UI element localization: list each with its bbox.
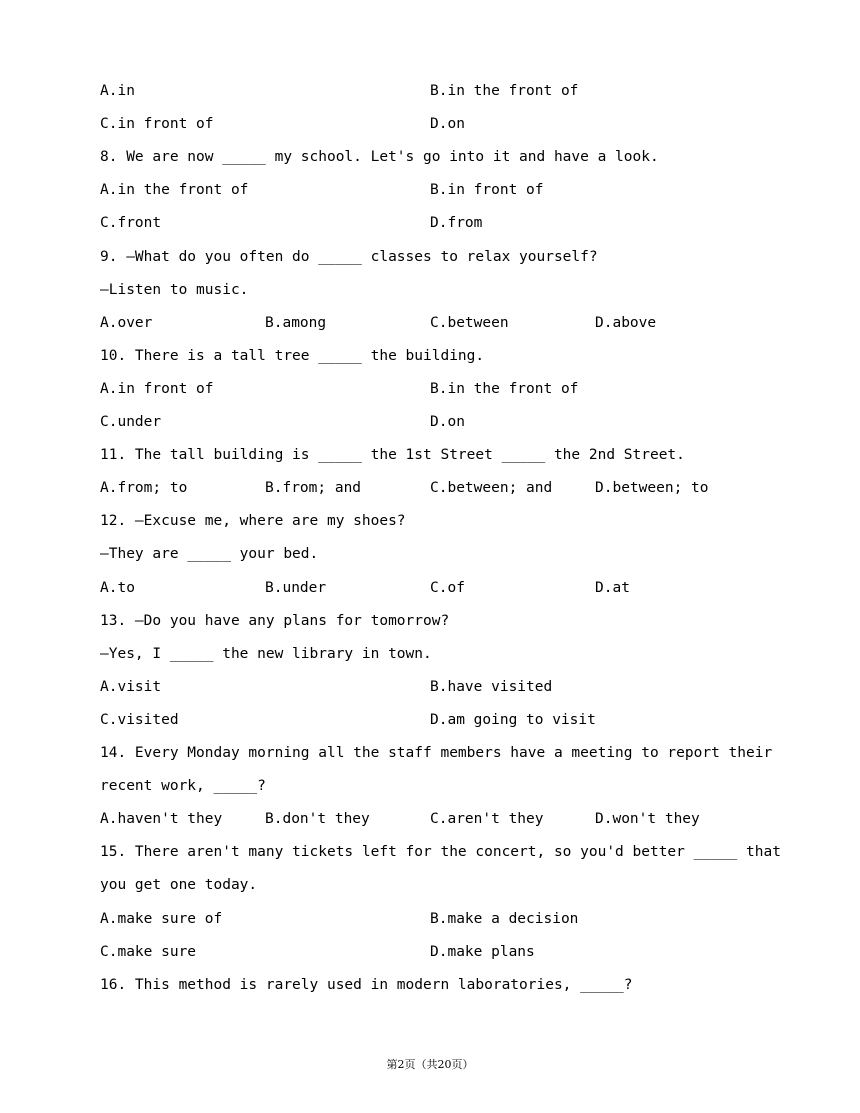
answer-option: A.over	[100, 314, 153, 331]
answer-option: C.make sure	[100, 943, 197, 960]
answer-option: A.haven't they	[100, 811, 223, 828]
page-footer: 第2页（共20页）	[386, 1058, 474, 1071]
question-line: recent work, _____?	[100, 778, 266, 795]
answer-option: D.won't they	[595, 811, 700, 828]
answer-option: B.in the front of	[430, 380, 579, 397]
answer-option: D.am going to visit	[430, 711, 596, 728]
question-line: 16. This method is rarely used in modern laboratories, _____?	[100, 976, 633, 993]
answer-option: B.under	[265, 579, 327, 596]
answer-option: C.of	[430, 579, 465, 596]
answer-option: A.to	[100, 579, 135, 596]
answer-option: D.make plans	[430, 943, 535, 960]
question-line: 8. We are now _____ my school. Let's go into it and have a look.	[100, 149, 659, 166]
answer-option: C.between	[430, 314, 509, 331]
answer-option: C.under	[100, 414, 162, 430]
answer-option: B.in front of	[430, 182, 544, 199]
answer-option: B.make a decision	[430, 910, 579, 927]
answer-option: D.at	[595, 579, 630, 596]
answer-option: A.in	[100, 83, 135, 99]
question-line: —Yes, I _____ the new library in town.	[100, 645, 432, 662]
answer-option: D.from	[430, 215, 483, 232]
answer-option: A.in front of	[100, 380, 214, 397]
answer-option: A.visit	[100, 678, 162, 695]
answer-option: D.above	[595, 314, 657, 331]
answer-option: C.in front of	[100, 116, 214, 133]
question-line: 11. The tall building is _____ the 1st Street _____ the 2nd Street.	[100, 447, 685, 464]
answer-option: D.on	[430, 116, 465, 133]
answer-option: D.on	[430, 414, 465, 430]
question-line: —They are _____ your bed.	[100, 546, 319, 563]
answer-option: B.from; and	[265, 480, 362, 497]
answer-option: B.among	[265, 314, 327, 331]
question-line: you get one today.	[100, 877, 258, 894]
question-line: 13. —Do you have any plans for tomorrow?	[100, 612, 450, 629]
answer-option: B.don't they	[265, 811, 370, 828]
answer-option: A.in the front of	[100, 182, 249, 199]
question-line: 14. Every Monday morning all the staff members have a meeting to report their	[100, 745, 773, 761]
answer-option: C.aren't they	[430, 811, 544, 828]
question-line: 12. —Excuse me, where are my shoes?	[100, 513, 406, 530]
answer-option: D.between; to	[595, 480, 709, 497]
answer-option: B.in the front of	[430, 83, 579, 99]
question-line: 15. There aren't many tickets left for the concert, so you'd better _____ that	[100, 844, 781, 861]
answer-option: C.visited	[100, 711, 179, 728]
question-line: —Listen to music.	[100, 281, 249, 298]
answer-option: A.make sure of	[100, 910, 223, 927]
answer-option: C.front	[100, 215, 162, 232]
question-line: 9. —What do you often do _____ classes to relax yourself?	[100, 248, 598, 265]
answer-option: A.from; to	[100, 480, 188, 497]
answer-option: C.between; and	[430, 480, 553, 497]
question-line: 10. There is a tall tree _____ the building.	[100, 347, 485, 364]
answer-option: B.have visited	[430, 678, 553, 695]
